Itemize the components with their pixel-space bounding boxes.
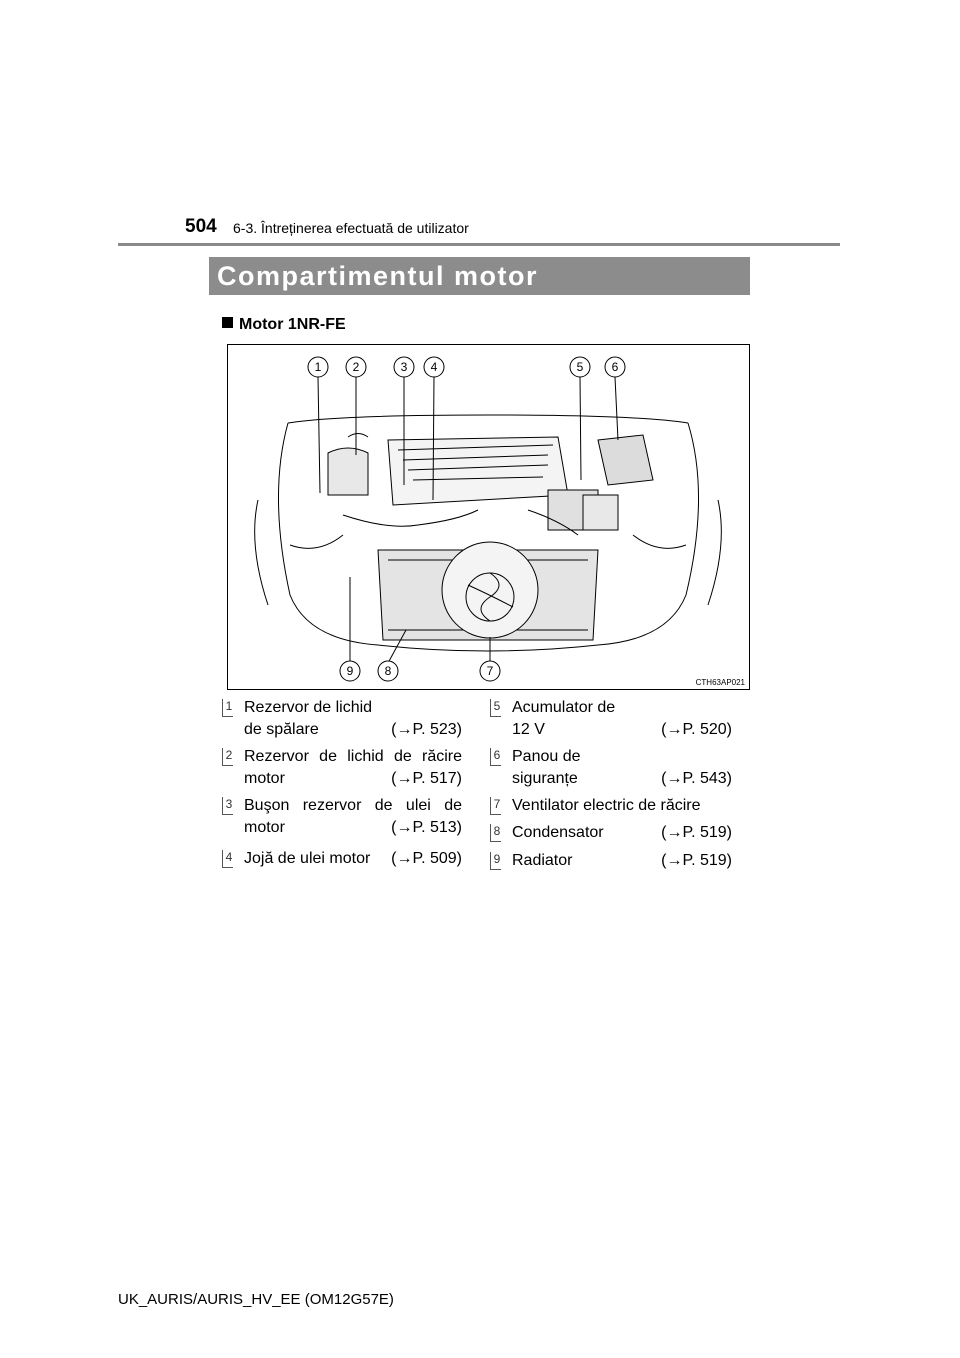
callout-label: 1 [314, 360, 322, 374]
legend-item-5 [490, 697, 732, 745]
subheading-text: Motor 1NR-FE [239, 316, 346, 333]
legend-text: 12 V [512, 721, 545, 738]
legend-number: 6 [490, 748, 501, 766]
page-reference: (→P. 519) [661, 852, 732, 869]
footer-model-code: UK_AURIS/AURIS_HV_EE (OM12G57E) [118, 1291, 394, 1308]
legend-number: 4 [222, 850, 233, 868]
legend-text: Acumulator de [512, 699, 616, 716]
legend-item-1 [222, 697, 462, 745]
chapter-header: 6-3. Întreținerea efectuată de utilizator [233, 220, 469, 236]
legend-number: 1 [222, 699, 233, 717]
legend-text: de spălare [244, 721, 319, 738]
page-reference: (→P. 543) [661, 770, 732, 787]
callout-label: 6 [611, 360, 619, 374]
section-title: Compartimentul motor [217, 260, 539, 291]
figure-code: CTH63AP021 [695, 678, 745, 687]
legend-text: Panou de [512, 748, 581, 765]
legend-number: 8 [490, 824, 501, 842]
page-reference: (→P. 523) [391, 721, 462, 738]
legend-text: Radiator [512, 852, 573, 869]
legend-text: Jojă de ulei motor [244, 850, 371, 867]
legend-item-3 [222, 795, 462, 843]
legend-text: Rezervor de lichid de răcire [244, 748, 462, 765]
legend-text: Ventilator electric de răcire [512, 797, 701, 814]
callout-label: 7 [486, 664, 494, 678]
page-number: 504 [185, 216, 217, 237]
page-reference: (→P. 520) [661, 721, 732, 738]
legend-text: Condensator [512, 824, 604, 841]
legend-text: motor [244, 819, 285, 836]
engine-illustration [228, 345, 749, 689]
callout-label: 2 [352, 360, 360, 374]
engine-figure [227, 344, 750, 690]
page-reference: (→P. 517) [391, 770, 462, 787]
page-reference: (→P. 513) [391, 819, 462, 836]
callout-label: 3 [400, 360, 408, 374]
legend-text: Rezervor de lichid [244, 699, 373, 716]
legend-number: 9 [490, 852, 501, 870]
section-title-bar [209, 257, 750, 295]
legend-item-2 [222, 746, 462, 794]
legend-number: 3 [222, 797, 233, 815]
legend-item-4 [222, 848, 462, 872]
legend-item-9 [490, 850, 732, 874]
page-reference: (→P. 519) [661, 824, 732, 841]
square-bullet-icon [222, 317, 233, 328]
legend-item-7 [490, 795, 732, 819]
legend-item-8 [490, 822, 732, 846]
subheading [222, 316, 346, 334]
legend-item-6 [490, 746, 732, 794]
header-rule [118, 243, 840, 246]
page-reference: (→P. 509) [391, 850, 462, 867]
legend-text: motor [244, 770, 285, 787]
callout-label: 9 [346, 664, 354, 678]
callout-label: 5 [576, 360, 584, 374]
legend-text: Buşon rezervor de ulei de [244, 797, 462, 814]
legend-text: siguranțe [512, 770, 578, 787]
callout-label: 8 [384, 664, 392, 678]
legend-number: 7 [490, 797, 501, 815]
legend-number: 2 [222, 748, 233, 766]
legend-number: 5 [490, 699, 501, 717]
callout-label: 4 [430, 360, 438, 374]
